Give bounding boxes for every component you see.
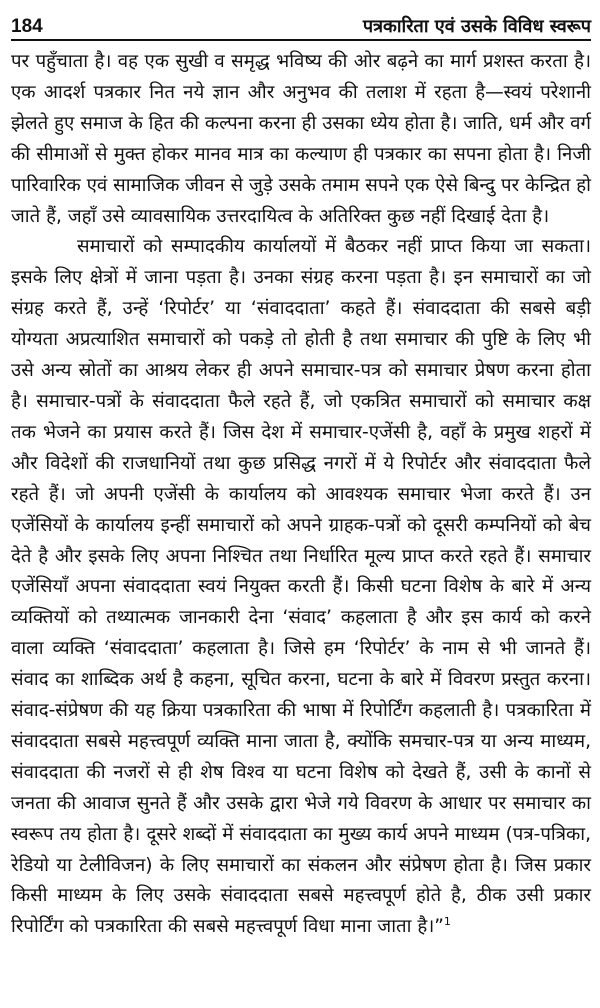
page-header bbox=[11, 0, 591, 41]
paragraph-2-text: समाचारों को सम्पादकीय कार्यालयों में बैठकर नहीं प्राप्त किया जा सकता। इसके लिए क्षेत्रों में जाना पड़ता है। उनका संग्रह करना पड़ता है। इन समाचारों का जो संग्रह करते हैं, उन्हें ‘रिपोर्टर’ या ‘संवाददाता’ कहते हैं। संवाददाता की सबसे बड़ी योग्यता अप्रत्याशित समाचारों को पकड़े तो होती है तथा समाचार की पुष्टि के लिए भी उसे अन्य स्रोतों का आश्रय लेकर ही अपने समाचार-पत्र को समाचार प्रेषण करना होता है। समाचार-पत्रों के संवाददाता फैले रहते हैं, जो एकत्रित समाचारों को समाचार कक्ष तक भेजने का प्रयास करते हैं। जिस देश में समाचार-एजेंसी है, वहाँ के प्रमुख शहरों में और विदेशों की राजधानियों तथा कुछ प्रसिद्ध नगरों में ये रिपोर्टर और संवाददाता फैले रहते हैं। जो अपनी एजेंसी के कार्यालय को आवश्यक समाचार भेजा करते हैं। उन एजेंसियों के कार्यालय इन्हीं समाचारों को अपने ग्राहक-पत्रों को दूसरी कम्पनियों को बेच देते है और इसके लिए अपना निश्चित तथा निर्धारित मूल्य प्राप्त करते रहते हैं। समाचार एजेंसियाँ अपना संवाददाता स्वयं नियुक्त करती हैं। किसी घटना विशेष के बारे में अन्य व्यक्तियों को तथ्यात्मक जानकारी देना ‘संवाद’ कहलाता है और इस कार्य को करने वाला व्यक्ति ‘संवाददाता’ कहलाता है। जिसे हम ‘रिपोर्टर’ के नाम से भी जानते हैं। संवाद का शाब्दिक अर्थ है कहना, सूचित करना, घटना के बारे में विवरण प्रस्तुत करना। संवाद-संप्रेषण की यह क्रिया पत्रकारिता की भाषा में रिपोर्टिंग कहलाती है। पत्रकारिता में संवाददाता सबसे महत्त्वपूर्ण व्यक्ति माना जाता है, क्योंकि समचार-पत्र या अन्य माध्यम, संवाददाता की नजरों से ही शेष विश्व या घटना विशेष को देखते हैं, उसी के कानों से जनता की आवाज सुनते हैं और उसके द्वारा भेजे गये विवरण के आधार पर समाचार का स्वरूप तय होता है। दूसरे शब्दों में संवाददाता का मुख्य कार्य अपने माध्यम (पत्र-पत्रिका, रेडियो या टेलीविजन) के लिए समाचारों का संकलन और संप्रेषण होता है। जिस प्रकार किसी माध्यम के लिए उसके संवाददाता सबसे महत्त्वपूर्ण होते है, ठीक उसी प्रकार रिपोर्टिंग को पत्रकारिता की सबसे महत्त्वपूर्ण विधा माना जाता है।” bbox=[11, 236, 591, 938]
page-number: 184 bbox=[11, 16, 43, 37]
paragraph-2 bbox=[11, 232, 591, 943]
footnote-marker: 1 bbox=[443, 915, 451, 929]
body-text bbox=[11, 47, 591, 943]
running-title: पत्रकारिता एवं उसके विविध स्वरूप bbox=[362, 16, 591, 37]
paragraph-1: पर पहुँचाता है। वह एक सुखी व समृद्ध भविष्य की ओर बढ़ने का मार्ग प्रशस्त करता है। एक आदर्श पत्रकार नित नये ज्ञान और अनुभव की तलाश में रहता है—स्वयं परेशानी झेलते हुए समाज के हित की कल्पना करना ही उसका ध्येय होता है। जाति, धर्म और वर्ग की सीमाओं से मुक्त होकर मानव मात्र का कल्याण ही पत्रकार का सपना होता है। निजी पारिवारिक एवं सामाजिक जीवन से जुड़े उसके तमाम सपने एक ऐसे बिन्दु पर केन्द्रित हो जाते हैं, जहाँ उसे व्यावसायिक उत्तरदायित्व के अतिरिक्त कुछ नहीं दिखाई देता है। bbox=[11, 51, 591, 227]
